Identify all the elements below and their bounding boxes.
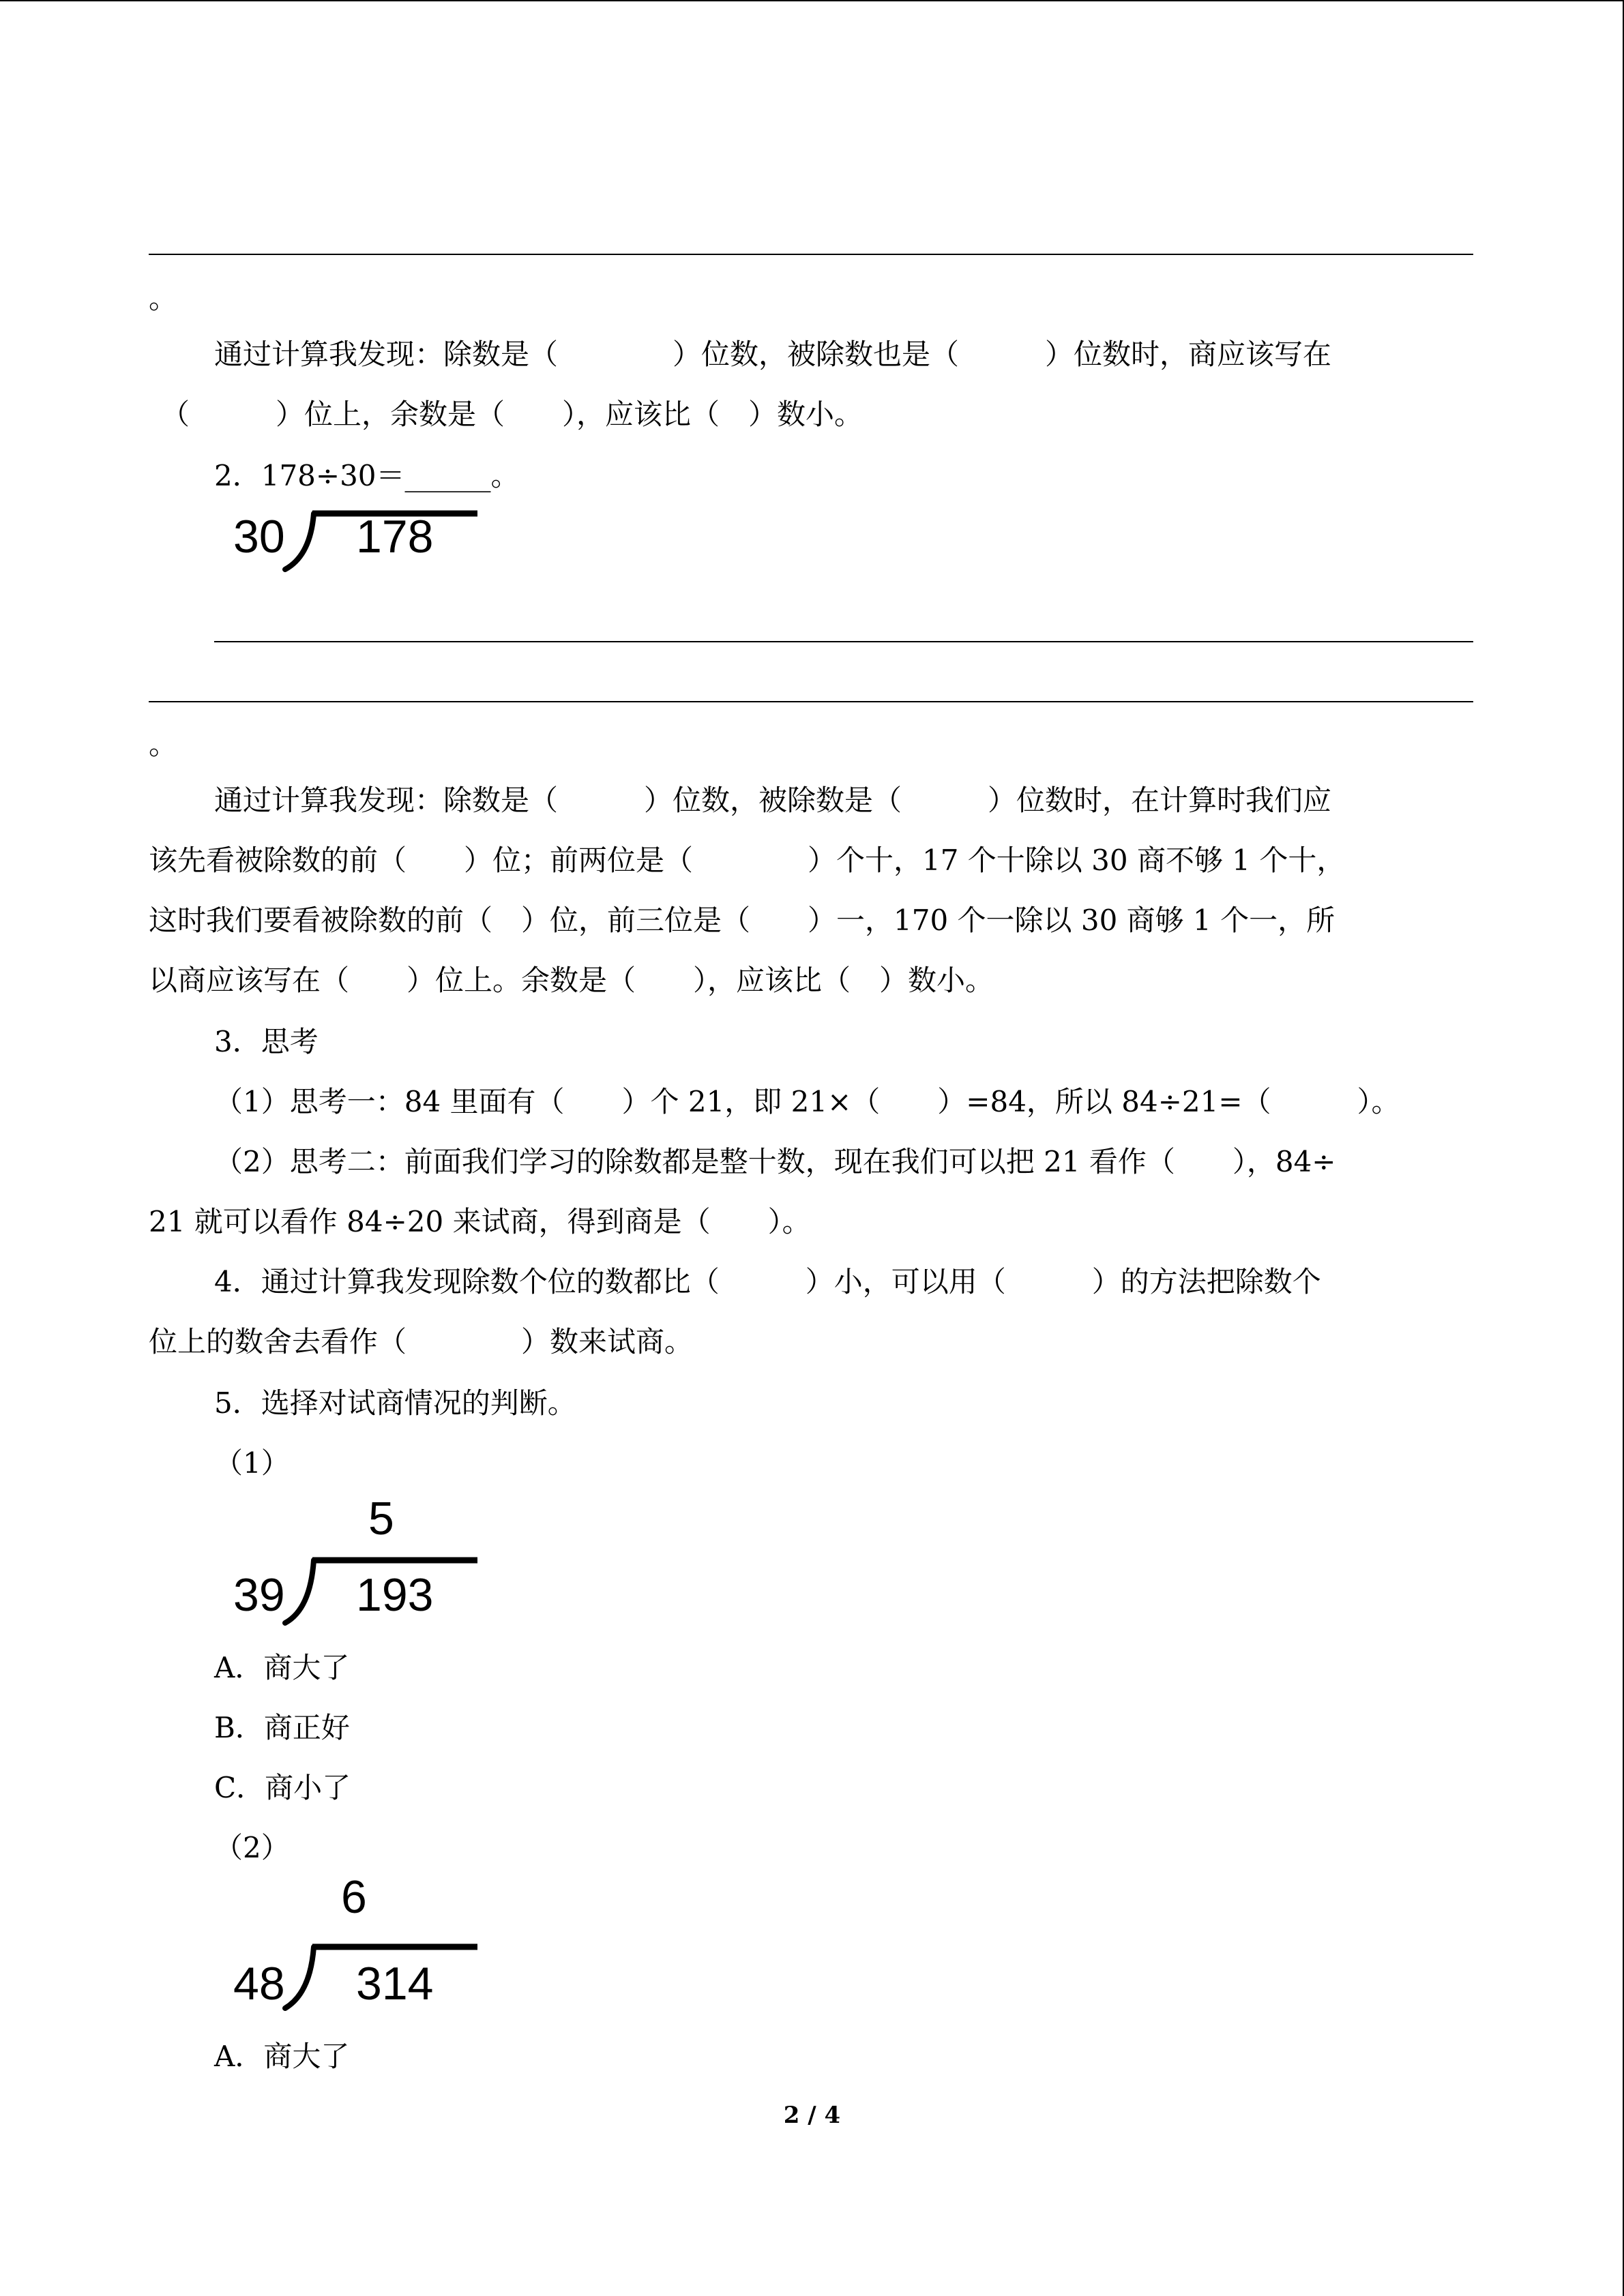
long-division-d3 bbox=[225, 1865, 498, 2011]
page-border-top bbox=[0, 0, 1624, 1]
dividend: 314 bbox=[356, 1958, 434, 2010]
sub-question-label: （2） bbox=[214, 1831, 290, 1864]
quotient: 5 bbox=[368, 1493, 394, 1545]
text-line: （1）思考一：84 里面有（ ）个 21，即 21×（ ）=84，所以 84÷21=（ ）。 bbox=[214, 1085, 1400, 1118]
text-line: 这时我们要看被除数的前（ ）位，前三位是（ ）一，170 个一除以 30 商够 1 个一，所 bbox=[149, 904, 1335, 937]
question-5-title: 5．选择对试商情况的判断。 bbox=[214, 1386, 576, 1420]
choice-c[interactable]: C．商小了 bbox=[214, 1771, 351, 1804]
text-line: 。 bbox=[149, 728, 178, 761]
page-number: 2 / 4 bbox=[783, 2102, 841, 2129]
text-line: 以商应该写在（ ）位上。余数是（ ），应该比（ ）数小。 bbox=[149, 964, 994, 997]
question-4-title: 4．通过计算我发现除数个位的数都比（ ）小，可以用（ ）的方法把除数个 bbox=[214, 1265, 1321, 1298]
dividend: 178 bbox=[356, 511, 434, 563]
text-line: 该先看被除数的前（ ）位；前两位是（ ）个十，17 个十除以 30 商不够 1 个十， bbox=[149, 844, 1346, 877]
choice-a[interactable]: A．商大了 bbox=[214, 2040, 350, 2073]
sub-question-label: （1） bbox=[214, 1446, 290, 1480]
text-line: 通过计算我发现：除数是（ ）位数，被除数也是（ ）位数时，商应该写在 bbox=[214, 338, 1332, 371]
quotient: 6 bbox=[341, 1871, 367, 1923]
text-line: （ ）位上，余数是（ ），应该比（ ）数小。 bbox=[161, 398, 863, 431]
dividend: 193 bbox=[356, 1569, 434, 1621]
text-line: 通过计算我发现：除数是（ ）位数，被除数是（ ）位数时，在计算时我们应 bbox=[214, 784, 1332, 817]
text-line: 。 bbox=[149, 282, 178, 315]
text-line: （2）思考二：前面我们学习的除数都是整十数，现在我们可以把 21 看作（ ），84÷ bbox=[214, 1145, 1336, 1178]
question-2-title: 2．178÷30＝______。 bbox=[214, 459, 520, 492]
answer-line bbox=[149, 254, 1473, 255]
answer-line bbox=[149, 701, 1473, 702]
long-division-d2 bbox=[225, 1487, 498, 1632]
divisor: 30 bbox=[233, 511, 285, 563]
answer-line bbox=[214, 641, 1473, 642]
choice-b[interactable]: B．商正好 bbox=[214, 1711, 350, 1744]
text-line: 位上的数舍去看作（ ）数来试商。 bbox=[149, 1325, 694, 1358]
choice-a[interactable]: A．商大了 bbox=[214, 1651, 350, 1684]
divisor: 39 bbox=[233, 1569, 285, 1621]
divisor: 48 bbox=[233, 1958, 285, 2010]
text-line: 21 就可以看作 84÷20 来试商，得到商是（ ）。 bbox=[149, 1205, 811, 1238]
long-division-d1 bbox=[225, 501, 498, 586]
question-3-title: 3．思考 bbox=[214, 1025, 319, 1058]
